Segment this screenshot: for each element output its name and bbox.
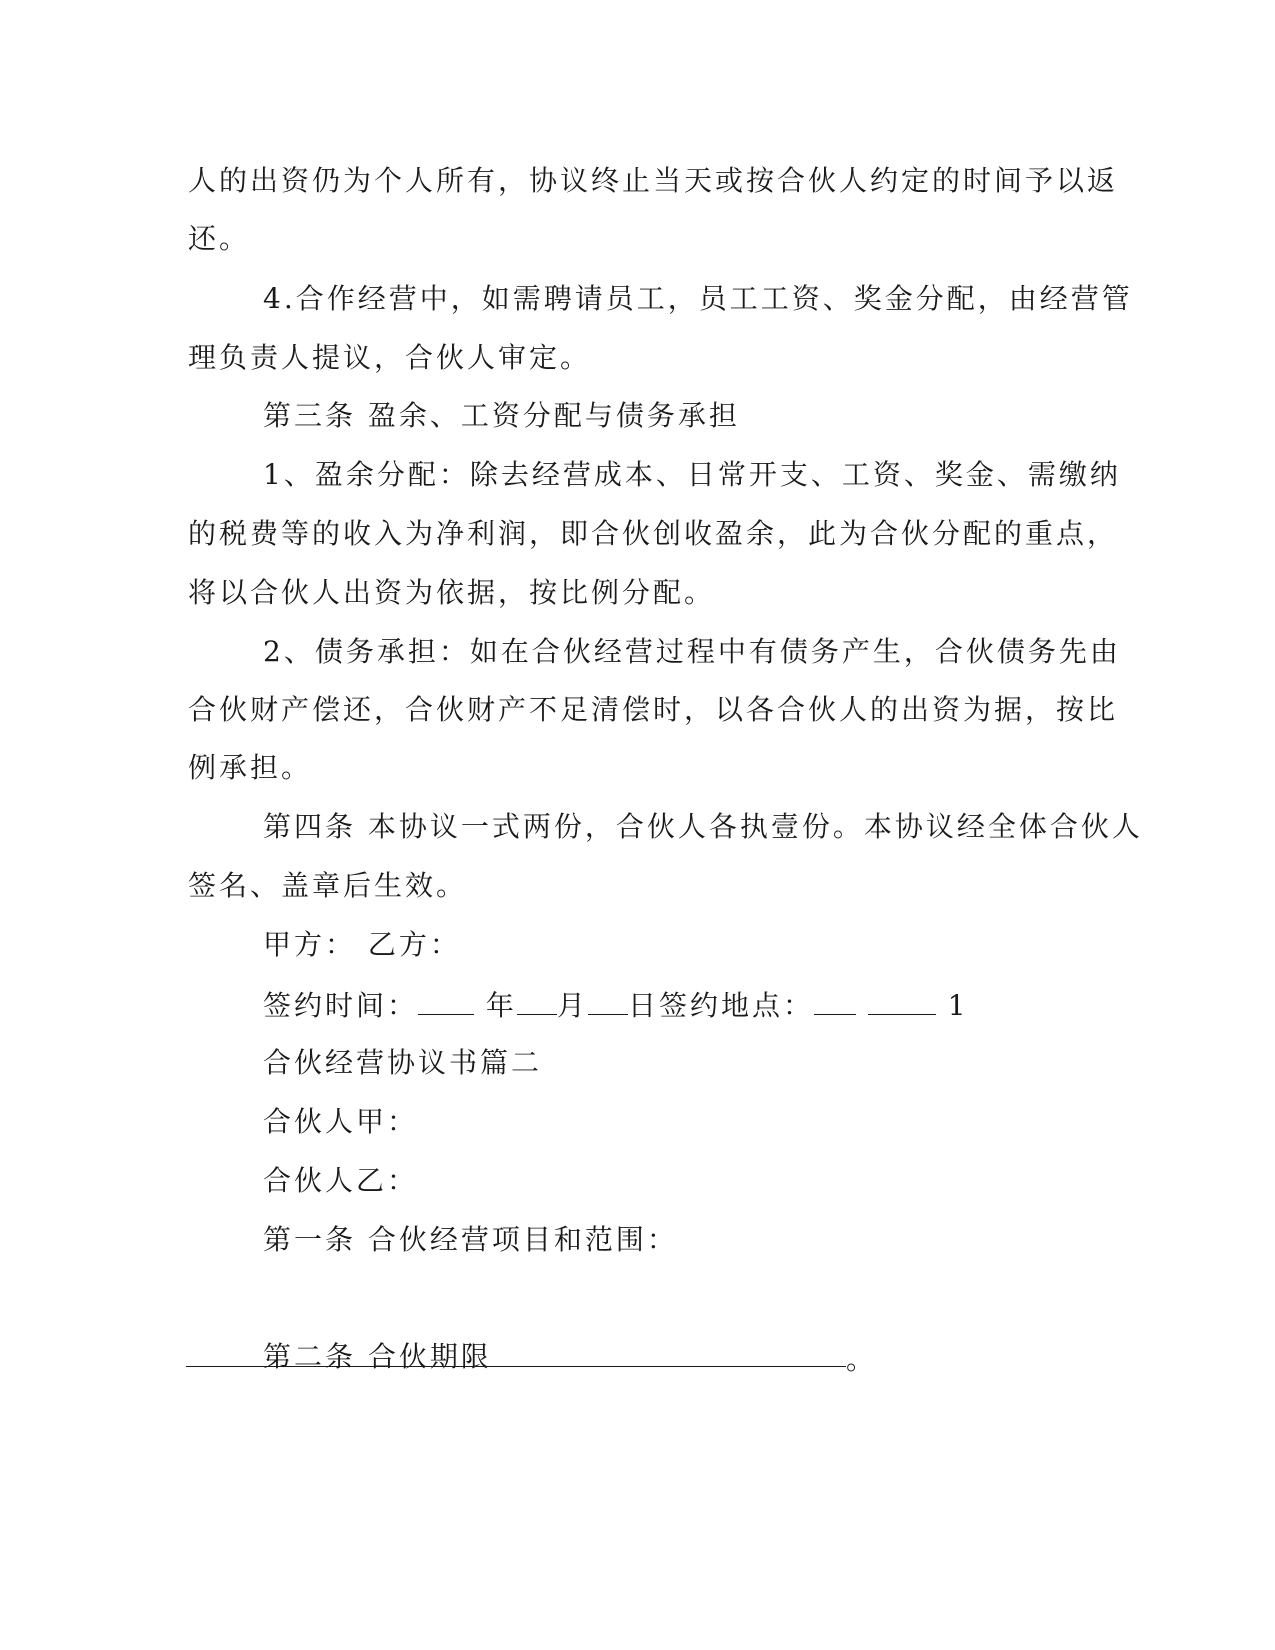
- place-blank-2: [868, 984, 936, 1015]
- month-label: 月: [556, 989, 588, 1022]
- paragraph-line: 1、盈余分配：除去经营成本、日常开支、工资、奖金、需缴纳: [263, 458, 1121, 491]
- paragraph-line: 例承担。: [188, 751, 313, 784]
- paragraph-line: 人的出资仍为个人所有，协议终止当天或按合伙人约定的时间予以返: [188, 164, 1119, 197]
- page-marker: 1: [947, 989, 969, 1022]
- section-heading: 第二条 合伙期限: [263, 1340, 492, 1373]
- day-place-label: 日签约地点：: [627, 989, 814, 1022]
- paragraph-line: 4.合作经营中，如需聘请员工，员工工资、奖金分配，由经营管: [263, 282, 1133, 315]
- paragraph-line: 还。: [188, 222, 251, 255]
- party-labels: 甲方： 乙方：: [263, 928, 461, 961]
- partner-b-label: 合伙人乙：: [263, 1164, 419, 1197]
- section-heading: 第四条 本协议一式两份，合伙人各执壹份。本协议经全体合伙人: [263, 810, 1143, 843]
- section-heading: 第三条 盈余、工资分配与债务承担: [263, 399, 740, 432]
- paragraph-line: 签名、盖章后生效。: [188, 869, 468, 902]
- paragraph-line: 将以合伙人出资为依据，按比例分配。: [188, 576, 716, 609]
- section-heading: 第一条 合伙经营项目和范围：: [263, 1223, 678, 1256]
- signing-time-label: 签约时间：: [263, 989, 419, 1022]
- place-blank-1: [814, 984, 856, 1015]
- paragraph-line: 合伙财产偿还，合伙财产不足清偿时，以各合伙人的出资为据，按比: [188, 693, 1119, 726]
- year-blank: [418, 984, 474, 1015]
- year-label: 年: [485, 989, 517, 1022]
- document-title: 合伙经营协议书篇二: [263, 1046, 543, 1079]
- paragraph-line: 理负责人提议，合伙人审定。: [188, 341, 592, 374]
- blank-line-period: 。: [846, 1343, 875, 1376]
- day-blank: [588, 984, 628, 1015]
- paragraph-line: 的税费等的收入为净利润，即合伙创收盈余，此为合伙分配的重点，: [188, 517, 1119, 550]
- paragraph-line: 2、债务承担：如在合伙经营过程中有债务产生，合伙债务先由: [263, 635, 1121, 668]
- signing-line: [263, 984, 969, 1024]
- month-blank: [517, 984, 557, 1015]
- partner-a-label: 合伙人甲：: [263, 1105, 419, 1138]
